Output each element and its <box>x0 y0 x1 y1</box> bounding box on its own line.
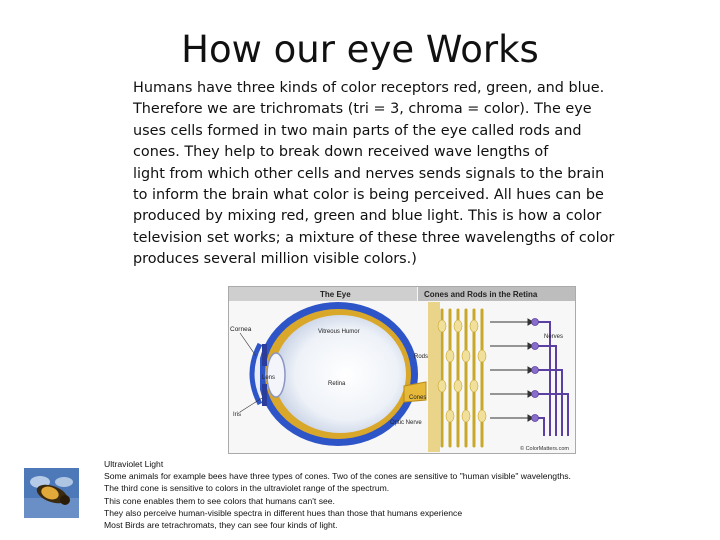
cones-label: Cones <box>409 395 427 401</box>
intro-line: uses cells formed in two main parts of the eye called rods and <box>133 122 582 139</box>
eye-title: The Eye <box>320 290 351 299</box>
optic-nerve-label: Optic Nerve <box>390 420 422 426</box>
notes-heading: Ultraviolet Light <box>104 459 164 469</box>
page-title: How our eye Works <box>181 28 539 71</box>
intro-line: produced by mixing red, green and blue light. This is how a color <box>133 208 602 225</box>
intro-line: Therefore we are trichromats (tri = 3, chroma = color). The eye <box>133 101 592 118</box>
retina-label: Retina <box>328 381 346 387</box>
lens-label: Lens <box>262 375 276 381</box>
bee-image <box>24 468 79 518</box>
ultraviolet-notes <box>104 458 704 531</box>
intro-line: television set works; a mixture of these three wavelengths of color <box>133 229 615 246</box>
credit-label: © ColorMatters.com <box>520 446 569 452</box>
notes-line: Most Birds are tetrachromats, they can see four kinds of light. <box>104 520 338 531</box>
notes-line: This cone enables them to see colors that humans can't see. <box>104 495 335 506</box>
nerves-label: Nerves <box>544 334 564 340</box>
notes-line: The third cone is sensitive to colors in the ultraviolet range of the spectrum. <box>104 483 390 494</box>
vitreous-label: Vitreous Humor <box>318 329 360 335</box>
intro-line: cones. They help to break down received wave lengths of <box>133 144 549 161</box>
rods-label: Rods <box>414 354 429 360</box>
intro-line: light from which other cells and nerves sends signals to the brain <box>133 165 605 182</box>
eye-diagram <box>228 286 576 454</box>
notes-line: They also perceive human-visible spectra in different hues than those that humans experience <box>104 507 463 518</box>
notes-line: Some animals for example bees have three types of cones. Two of the cones are sensitive to "human visible" wavelengths. <box>104 471 571 482</box>
intro-line: Humans have three kinds of color receptors red, green, and blue. <box>133 80 605 96</box>
intro-line: produces several million visible colors.) <box>133 251 417 268</box>
intro-paragraph <box>133 78 653 271</box>
retina-title: Cones and Rods in the Retina <box>424 290 538 299</box>
intro-line: to inform the brain what color is being perceived. All hues can be <box>133 187 604 204</box>
iris-label: Iris <box>233 412 241 418</box>
cornea-label: Cornea <box>230 326 252 333</box>
